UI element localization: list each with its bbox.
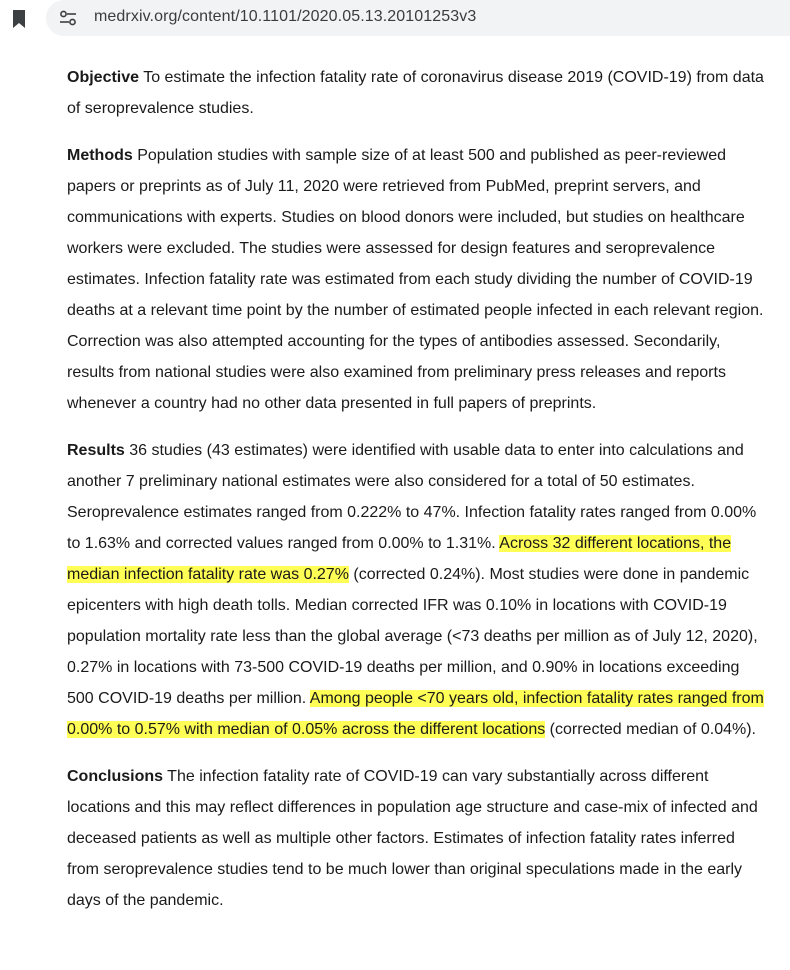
methods-paragraph (67, 140, 767, 419)
results-paragraph (67, 435, 767, 745)
url-text[interactable]: medrxiv.org/content/10.1101/2020.05.13.20101253v3 (94, 8, 477, 25)
tune-icon[interactable] (59, 10, 77, 26)
results-label: Results (67, 442, 125, 459)
results-text-3: (corrected median of 0.04%). (545, 721, 756, 738)
bookmark-icon[interactable] (12, 9, 26, 29)
abstract (67, 62, 767, 932)
results-highlight-1: Across 32 different locations, the median infection fatality rate was 0.27% (67, 535, 732, 583)
browser-toolbar (0, 0, 790, 38)
methods-label: Methods (67, 147, 133, 164)
methods-text: Population studies with sample size of at least 500 and published as peer-reviewed papers or preprints as of July 11, 2020 were retrieved from PubMed, preprint servers, and communications with experts. Studies on blood donors were included, but studies on healthcare workers were excluded. The studies were assessed for design features and seroprevalence estimates. Infection fatality rate was estimated from each study dividing the number of COVID-19 deaths at a relevant time point by the number of estimated people infected in each relevant region. Correction was also attempted accounting for the types of antibodies assessed. Secondarily, results from national studies were also examined from preliminary press releases and reports whenever a country had no other data presented in full papers of preprints. (67, 147, 764, 412)
results-highlight-2: Among people <70 years old, infection fatality rates ranged from 0.00% to 0.57% with median of 0.05% across the different locations (67, 690, 764, 738)
objective-text: To estimate the infection fatality rate of coronavirus disease 2019 (COVID-19) from data of seroprevalence studies. (67, 69, 764, 117)
conclusions-paragraph (67, 761, 767, 916)
results-text-1: 36 studies (43 estimates) were identified with usable data to enter into calculations and another 7 preliminary national estimates were also considered for a total of 50 estimates. Seroprevalence estimates ranged from 0.222% to 47%. Infection fatality rates ranged from 0.00% to 1.63% and corrected values ranged from 0.00% to 1.31%. (67, 442, 757, 552)
results-text-2: (corrected 0.24%). Most studies were done in pandemic epicenters with high death tolls. Median corrected IFR was 0.10% in locations with COVID-19 population mortality rate less than the global average (<73 deaths per million as of July 12, 2020), 0.27% in locations with 73-500 COVID-19 deaths per million, and 0.90% in locations exceeding 500 COVID-19 deaths per million. (67, 566, 758, 707)
conclusions-text: The infection fatality rate of COVID-19 can vary substantially across different locations and this may reflect differences in population age structure and case-mix of infected and deceased patients as well as multiple other factors. Estimates of infection fatality rates inferred from seroprevalence studies tend to be much lower than original speculations made in the early days of the pandemic. (67, 768, 758, 909)
conclusions-label: Conclusions (67, 768, 164, 785)
address-bar[interactable] (46, 0, 790, 36)
objective-label: Objective (67, 69, 140, 86)
objective-paragraph (67, 62, 767, 124)
